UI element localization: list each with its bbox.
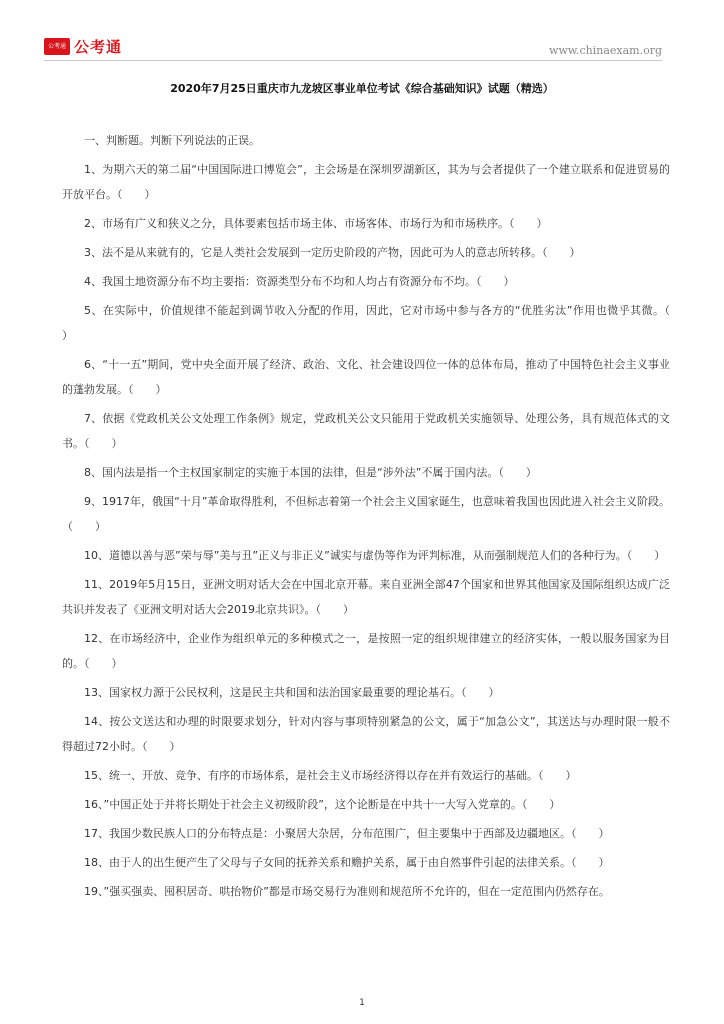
question-15: 15、统一、开放、竞争、有序的市场体系，是社会主义市场经济得以存在并有效运行的基础。（ ） bbox=[84, 769, 577, 782]
question-19: 19、”强买强卖、囤积居奇、哄抬物价”都是市场交易行为准则和规范所不允许的，但在一定范围内仍然存在。 bbox=[84, 885, 610, 898]
page-header bbox=[0, 0, 724, 64]
document-title: 2020年7月25日重庆市九龙坡区事业单位考试《综合基础知识》试题（精选） bbox=[170, 82, 554, 95]
logo-text: 公考通 bbox=[74, 38, 123, 56]
page-number: 1 bbox=[359, 998, 365, 1008]
question-7: 7、依据《党政机关公文处理工作条例》规定，党政机关公文只能用于党政机关实施领导、处理公务，具有规范体式的文书。（ ） bbox=[62, 412, 670, 450]
question-9: 9、1917年，俄国“十月”革命取得胜利，不但标志着第一个社会主义国家诞生，也意味着我国也因此进入社会主义阶段。（ ） bbox=[62, 495, 670, 533]
question-18: 18、由于人的出生便产生了父母与子女间的抚养关系和赡护关系，属于由自然事件引起的法律关系。（ ） bbox=[84, 856, 610, 869]
section-heading: 一、判断题。判断下列说法的正误。 bbox=[84, 134, 260, 147]
question-4: 4、我国土地资源分布不均主要指：资源类型分布不均和人均占有资源分布不均。（ ） bbox=[84, 275, 515, 288]
question-3: 3、法不是从来就有的，它是人类社会发展到一定历史阶段的产物，因此可为人的意志所转移。（ ） bbox=[84, 246, 581, 259]
question-2: 2、市场有广义和狭义之分，具体要素包括市场主体、市场客体、市场行为和市场秩序。（ ） bbox=[84, 217, 548, 230]
question-8: 8、国内法是指一个主权国家制定的实施于本国的法律，但是“涉外法”不属于国内法。（ ） bbox=[84, 466, 537, 479]
question-12: 12、在市场经济中，企业作为组织单元的多种模式之一，是按照一定的组织规律建立的经济实体，一般以服务国家为目的。（ ） bbox=[62, 632, 670, 670]
question-13: 13、国家权力源于公民权利，这是民主共和国和法治国家最重要的理论基石。（ ） bbox=[84, 686, 500, 699]
question-11: 11、2019年5月15日，亚洲文明对话大会在中国北京开幕。来自亚洲全部47个国家和世界其他国家及国际组织达成广泛共识并发表了《亚洲文明对话大会2019北京共识》。（ ） bbox=[62, 578, 670, 616]
question-1: 1、为期六天的第二届“中国国际进口博览会”，主会场是在深圳罗湖新区，其为与会者提供了一个建立联系和促进贸易的开放平台。（ ） bbox=[62, 163, 670, 201]
question-10: 10、道德以善与恶”荣与辱”美与丑”正义与非正义”诚实与虚伪等作为评判标准，从而强制规范人们的各种行为。（ ） bbox=[84, 549, 666, 562]
document-body bbox=[62, 128, 692, 908]
question-17: 17、我国少数民族人口的分布特点是：小聚居大杂居，分布范围广，但主要集中于西部及边疆地区。（ ） bbox=[84, 827, 610, 840]
question-14: 14、按公文送达和办理的时限要求划分，针对内容与事项特别紧急的公文，属于“加急公文”，其送达与办理时限一般不得超过72小时。（ ） bbox=[62, 715, 670, 753]
logo-badge-icon: 公考通 bbox=[44, 38, 70, 55]
question-6: 6、“十一五”期间，党中央全面开展了经济、政治、文化、社会建设四位一体的总体布局，推动了中国特色社会主义事业的蓬勃发展。（ ） bbox=[62, 358, 670, 396]
logo bbox=[44, 36, 122, 57]
site-url: www.chinaexam.org bbox=[549, 44, 662, 57]
header-divider bbox=[44, 60, 662, 61]
question-5: 5、在实际中，价值规律不能起到调节收入分配的作用，因此，它对市场中参与各方的“优胜劣汰”作用也微乎其微。（ ） bbox=[62, 304, 692, 342]
question-16: 16、”中国正处于并将长期处于社会主义初级阶段”，这个论断是在中共十一大写入党章的。（ ） bbox=[84, 798, 561, 811]
